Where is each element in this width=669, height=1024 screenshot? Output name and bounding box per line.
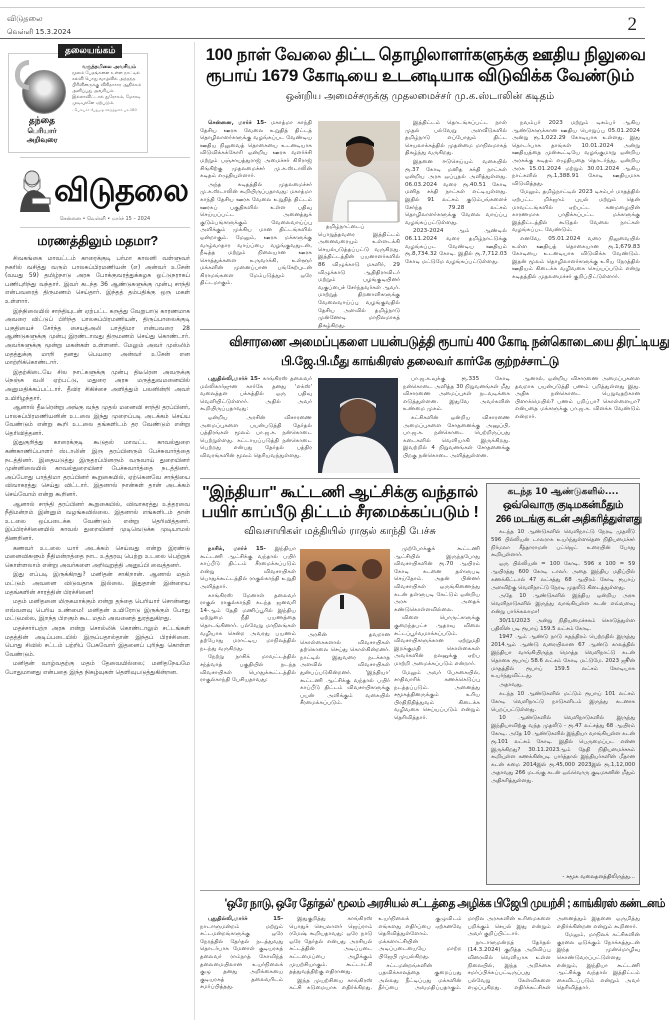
kharge-photo [318, 378, 398, 473]
paragraph: முற்போக்குக் கூட்டணி ஆட்சியில் இருந்தபோது விவசாயிகளின் ரூ.70 ஆயிரம் கோடி கடனை தள்ளுபடி செய்தோம். அதன் பின்னர் விவசாயிகள் ஒருங்கிணைந்து கடன் தள்ளுபடி கேட்டும் ஒன்றிய அரசு அதைக் கண்டுகொள்ளவில்லை. [394, 546, 480, 613]
article2-column [515, 376, 640, 473]
article4-headline: 'ஒரே நாடு, ஒரே தேர்தல்' மூலம் அரசியல் சட்டத்தை அழிக்க பிஜேபி முயற்சி ; காங்கிரஸ் கண்டனம் [224, 896, 665, 910]
paragraph: 10 ஆண்டுகளில் வெளிநாடுகளில் இருந்து இந்தியாவிற்கு வந்த முதலீடு - ரூ.47 லட்சத்து 68 ஆயிரம் கோடி. அதே 10 ஆண்டுகளில் இந்தியா வாங்கியுள்ள கடன் ரூ.101 லட்சம் கோடி. இதில் பெருமைப்பட என்ன இருக்கிறது? 30.11.2023ஆம் தேதி நிதியமைச்சகம் கூறியுள்ள கணக்கின்படி பார்த்தால் இந்தியர்களின் மீதான கடன் சுமை 2014இல் ரூ.45,000 2023இல் ரூ.1,12,000 அதாவது 266 மடங்கு கடன் ஒவ்வொரு குடிமகனின் மீதும் அதிகரித்துள்ளது. [491, 715, 635, 784]
article1-headline-line1: 100 நாள் வேலை திட்ட தொழிலாளர்களுக்கு ஊதிய நிலுவை [205, 45, 646, 64]
divider [200, 890, 640, 891]
paragraph: பா.ஜ.க.வுக்கு ரூ.335 கோடி நன்கொடை அளித்த 30 நிறுவனங்கள் மீது விசாரணை அமைப்புகள் நடவடிக்கை எடுத்துள்ளன. இதுவே அவர்களின் உண்மை முகம். [403, 376, 510, 413]
editorial-body [5, 255, 190, 1020]
divider [200, 329, 640, 330]
stalin-photo [318, 121, 400, 222]
article1-column [200, 120, 312, 325]
header-rule [0, 38, 645, 39]
editorial-section-label: தலையங்கம் [58, 44, 122, 58]
paragraph: இதுகுறித்து காரைக்குடி கூடுதல் மாவட்ட காவல்துறை கண்காணிப்பாளர் ஸ்டாலின் இரு தரப்பினரும் பேச்சுவார்த்தை நடத்தினர். இதையடுத்து இருதரப்பினரும் வருவாய் துறையினர் முன்னிலையில் காவல்துறையினர் பேச்சுவார்த்தை நடத்தினர். அப்போது பாத்திமா தரப்பினர் கூறுகையில், ஏற்கெனவே சாந்தியை விவாகரத்து செய்து விட்டார். இதனால் நான்கள் தான் அடக்கம் செய்வோம் என்று கூறினர். [5, 439, 190, 499]
paragraph: 30/11/2023 அன்று நிதியமைச்சகம் கொடுத்துள்ள பதிலின் படி ரூபாய் 159.5 லட்சம் கோடி. [491, 617, 635, 632]
paragraph: ஆனால், ஒன்றிய விசாரணை அமைப்புகளை தவறாக பயன்படுத்தி பணம் பறித்துள்ளது இது. அதிக நன்கொடை பெறுவதற்கான பிளாக்மெயில்? பணம் பறிப்பா? கொள்ளையா? என்பதை மக்களுக்கு பா.ஜ.க. விளக்க வேண்டும் என்றார். [515, 376, 640, 420]
periyar-caption-3: அறிவுரை [26, 136, 58, 144]
paragraph: தமிழ்நாட்டைப் பொறுத்தவரை இத்திட்டம் அனைவரையும் உள்ளடக்கி செயல்படுத்தப்பட்டு வருகிறது. இத்திட்டத்தின் பயனாளர்களில் 86 விழுக்காடு மகளிர், 29 விழுக்காடு ஆதிதிராவிடர் மற்றும் பழங்குடியினர் வகுப்பைச் சேர்ந்தவர்கள் ஆவர். மாற்றுத் திறனாளிகளுக்கு வேலைவாய்ப்பு வழங்குவதில் தேசிய அளவில் தமிழ்நாடு முன்னோடி மாநிலமாகத் திகழ்கிறது. [318, 224, 400, 329]
dateline: புதுதில்லி,மார்ச் 15- [208, 916, 284, 922]
paragraph-text: மகாத்மா காந்தி தேசிய ஊரக வேலை உறுதித் திட்டத் தொழிலாளர்களுக்கு வழங்கப்பட வேண்டிய ஊதிய நிலுவைத் தொகையை உடனடியாக விடுவிக்கக்கோரி ஒன்றிய ஊரக வளர்ச்சி மற்றும் பஞ்சாயத்துராஜ் அமைச்சர் கிரிராஜ் சிங்கிற்கு முதலமைச்சர் மு.க.ஸ்டாலின் கடிதம் எழுதியுள்ளார். [200, 120, 312, 180]
sidebar-source: - சமூக வலைதளத்திலிருந்து... [562, 874, 635, 880]
article3-headline-line2: பயிர் காப்பீடு திட்டம் சீரமைக்கப்படும் ! [201, 504, 479, 521]
quote-title: வருத்தமிலை அவசியம் [81, 64, 137, 70]
article1-column [512, 120, 640, 325]
paragraph: இந்த முயற்சியை காங்கிரஸ் கட்சி கடுமையாக எதிர்க்கிறது. உயர்நிலைக் குழுவிடம் எங்களது எதிர்ப்பை ஏற்கனவே தெரிவித்துள்ளோம். மக்களாட்சியின் அடிப்படையையே மாற்ற பிஜேபி முயல்கிறது. [289, 916, 462, 992]
paragraph-text: நாடாளுமன்றம் மற்றும் சட்டமன்றங்களுக்கு ஒரே நேரத்தில் தேர்தல் நடத்துவது தொடர்பாக மேனாள் குடியரசுத் தலைவர் ராம்நாத் கோவிந்த் தலைமையிலான உயர்நிலைக் குழு தனது அறிக்கையை குடியரசுத் தலைவரிடம் சமர்ப்பித்தது. [200, 923, 284, 991]
top-rule [0, 7, 645, 8]
paragraph: மேலும், மாநிலக் கட்சிகளின் குரலை ஒடுக்கும் நோக்கத்துடன் இந்த முன்மொழிவு கொண்டுவரப்பட்டுள்ளது என்றும், இந்தியா கூட்டணி ஆட்சிக்கு வந்தால் இத்திட்டம் கைவிடப்படும் என்றும் அவர் தெரிவித்தார். [556, 932, 640, 992]
sidebar-body [491, 529, 635, 869]
paragraph: இந்நிலையில் சாந்தியுடன் ஏற்பட்ட கருத்து வேறுபாடு காரணமாக அவரை விட்டுப் பிரிந்த பாலசுப்பிரமணியன், திருப்பாலைக்குடி பகுதியைச் சேர்ந்த சையத்அலி பாத்திமா என்பவரை 28 ஆண்டுகளுக்கு முன்பு இரண்டாவது திருமணம் செய்து கொண்டார். அவர்களுக்கு மூன்று மகன்கள் உள்ளனர். மேலும் அவர் முஸ்லிம் மதத்துக்கு மாறி தனது பெயரை அன்வர் உசேன் என மாற்றிக்கொண்டார். [5, 307, 190, 367]
paragraph: இது எப்படி இருக்கிறது? மனிதன் சாகிறான். ஆனால் மதம் மட்டும் அவனை விடுவதாக இல்லை. இதுதான் இன்றைய மதங்களின் சாரத்தின் பிரச்சினை! [5, 571, 190, 596]
paragraph: கட்சிகளின் ஒன்றிய விசாரணை அமைப்புகளை சோதனைக்கு அனுப்பி, பா.ஜ.க. நன்கொடை பெற்றிருப்பது கடைகளில் வெளியாகி இருக்கிறது. இவற்றில் 4 நிறுவனங்கள் சோதனைக்கு பிறகு நன்கொடை அளித்துள்ளன. [403, 414, 510, 459]
paragraph: அந்த கடிதத்தில் முதலமைச்சர் மு.க.ஸ்டாலின் கூறியிருப்பதாவது: மகாத்மா காந்தி தேசிய ஊரக வேலை உறுதித் திட்டம் ஊரகப் பகுதிகளில் உள்ள பதிவு செய்யப்பட்ட அனைத்துக் குடும்பங்களுக்கும் வேலைவாய்ப்பு அளிக்கும் முக்கிய மான திட்டங்களில் ஒன்றாகும். மேலும், ஊரக மக்களுக்கு வாழ்வாதார வாய்ப்பை வழங்குவதுடன், நீடித்த மற்றும் நிலையான ஊரக சொத்துக்களை உருவாக்கி, உள்ளூர் மக்களின் முனைப்பான பங்கேற்புடன் கிராமங்களை மேம்படுத்தும் ஒரே திட்டமாகும். [200, 181, 312, 287]
paragraph: 2023-2024 ஆம் ஆண்டில் 06.11.2024 வரை தமிழ்நாட்டுக்கு வழங்கப்பட வேண்டிய ஊதியம் ரூ.8,734.32 கோடி. இதில் ரூ.7,712.03 கோடி மட்டுமே வழங்கப்பட்டுள்ளது. [405, 228, 507, 265]
paragraph-text: இந்தியா கூட்டணி ஆட்சிக்கு வந்தால் பயிர் காப்பீடு திட்டம் சீரமைக்கப்படும் என்று விவசாயிகள் பொதுக்கூட்டத்தில் ராகுல்காந்தி உறுதி அளித்தார். [200, 546, 297, 590]
paragraph: விளை பொருட்களுக்கு குறைந்தபட்ச ஆதரவு விலை சட்டப்பூர்வமாக்கப்படும். விவசாயிகளுக்கான ஏற்றுமதி இறக்குமதி கொள்கைகள் அவர்களின் நலனுக்கு ஏற்ப மாற்றி அமைக்கப்படும் என்றார். [394, 615, 480, 667]
paragraph: அதாவது, [499, 682, 523, 689]
paragraph: அரசின் தவறான கொள்கைகளால் விவசாயிகள் தற்கொலை செய்து கொள்கின்றனர். நாட்டில் இதுவரை நடக்காத அளவில் விவசாயிகள் துன்பப்படுகின்றனர். 'இந்தியா' கூட்டணி ஆட்சிக்கு வந்தால் பயிர் காப்பீடு திட்டம் விவசாயிகளுக்கு பயன் அளிக்கும் வகையில் சீரமைக்கப்படும். [300, 632, 390, 707]
periyar-caption-1: தந்தை [28, 116, 55, 126]
article3-column [200, 546, 296, 886]
periyar-logo-figure [18, 168, 52, 212]
paragraph: கடந்த 10 ஆண்டுகளில் வெளிநாட்டு நேரடி முதலீடு 596 பில்லியன் டாலராக உயர்ந்துள்ளதென நிதியமைச்சர் நிர்மலா சீத்தாராமன் பட்ஜெட் உரையின் போது கூறியுள்ளார். [491, 529, 635, 559]
quote-source: - பெரியார் பேதுமத விருந்தனர் பக்.180 [72, 108, 137, 112]
paragraph: ஆனால் சாந்தி தரப்பினர் கூறுகையில், விவாகரத்து உத்தரவை நீதிமன்றம் இன்னும் வழங்கவில்லை. இதனால் எங்களிடம் தான் உடலை ஒப்படைக்க வேண்டும் என்று தெரிவித்தனர். இப்பிரச்சினையில் காவல் துறையினர் முடிவெடுக்க முடியாமல் திணறினர். [5, 500, 190, 542]
paragraph: நவம்பர் 2023 மற்றும் டிசம்பர் ஆகிய ஆண்டுகளுக்கான ஊதிய பொறுப்பு 05.01.2024 அன்று ரூ.1,022.29 கோடியாக உள்ளது. இது தொடர்பாக தாங்கள் 10.01.2024 அன்று ஊதியத்தை முன்கூட்டியே வழங்குமாறு ஒன்றிய அரசுக்கு கடிதம் எழுதியதை தொடர்ந்து, ஒன்றிய அரசு 15.01.2024 மற்றும் 30.01.2024 ஆகிய நாட்களில் ரூ.1,388.91 கோடி ஊதியமாக விடுவித்தது. [512, 120, 640, 187]
paragraph: நேற்று நாசிக் மாவட்டத்தில் சந்த்வாத் பகுதியில் நடந்த விவசாயிகள் பொதுக்கூட்டத்தில் ராகுல்காந்தி பேசியதாவது: [200, 654, 296, 684]
paragraph-text: காங்கிரஸ் தலைவர் மல்லிகார்ஜுன கார்கே தனது 'எக்ஸ்' வலைத்தள பக்கத்தில் ஒரு பதிவு வெளியிட்டுள்ளார். அதில் அவர் கூறியிருப்பதாவது: [200, 376, 313, 413]
paragraph: நாடாளுமன்றத் தேர்தல் (14.3.2024) குறித்த அறிவிப்பு விரைவில் வெளியாக உள்ள நிலையில், இந்த அறிக்கை சமர்ப்பிக்கப்பட்டிருப்பது பல்வேறு கேள்விகளை எழுப்புகிறது. எதிர்க்கட்சிகள் அனைத்தும் இதனை ஒருமித்து எதிர்க்கின்றன என்றும் கூறினார். [467, 916, 640, 992]
sidebar-kicker: கடந்த 10 ஆண்டுகளில்.... [507, 487, 619, 497]
logo-dateline: சென்னை • வெள்ளி • மார்ச் 15 – 2024 [59, 216, 151, 222]
viduthalai-logo: விடுதலை [54, 172, 188, 208]
paragraph: மதச்சார்பற்ற அரசு என்று சொல்லிக் கொண்டாலும் சட்டங்கள் மதத்தின் அடிப்படையில் இருப்பதால்தான் இந்தப் பிரச்சினை. பொது சிவில் சட்டம் பற்றிப் பேசுவோர் இதனைப் புரிந்து கொள்ள வேண்டும். [5, 624, 190, 658]
quote-text: மூலம் பேதங்களை உள்ள நாட்டில் கல்வி பொது வாழ்வில் அந்தந்த பிரிவினருக்கு விகிதாசார ஆதிக்கம் அளிப்பது அவசியம். இல்லாவிட்டால் துரோகம், மோசடி முடிவுகளே ஏற்படும். [72, 71, 142, 106]
paragraph [200, 916, 283, 992]
article3-subheadline: விவசாயிகள் மத்தியில் ராகுல் காந்தி பேச்சு [244, 526, 436, 537]
rahul-gandhi-photo [300, 549, 390, 629]
paragraph: இதுகுறித்து காங்கிரஸ் பொதுச் செயலாளர் ஜெய்ராம் ரமேஷ் கூறியதாவது: ஒரே நாடு ஒரே தேர்தல் என்பது அரசியல் சட்டத்தின் அடிப்படை கட்டமைப்பை அழிக்கும் முயற்சியாகும். கூட்டாட்சி தத்துவத்திற்கு எதிரானது. [289, 916, 373, 976]
paragraph: ஒரு பில்லியன் = 100 கோடி. 596 x 100 = 59 ஆயிரத்து 600 கோடி டாலர். அதை இந்திய மதிப்பில் கணக்கிட்டால் 47 லட்சத்து 68 ஆயிரம் கோடி ரூபாய் அளவிற்கு வெளிநாட்டு நேரடி முதலீடு கிடைத்துள்ளது. [491, 561, 635, 591]
paragraph: ஆனால் தீடீரென்று அங்கு வந்த முதல் மனைவி சாந்தி தரப்பினர், பாலசுப்பிரமணியனின் உடலை இந்து முறைப்படி அடக்கம் செய்ய வேண்டும் என்று கூறி உடலை தங்களிடம் தர வேண்டும் என்று தெரிவித்தனர். [5, 404, 190, 437]
page-number: 2 [627, 14, 637, 35]
column-divider [194, 42, 195, 1020]
dateline: புதுதில்லி,மார்ச் 15- [208, 376, 261, 382]
article2-headline: விசாரணை அமைப்புகளை பயன்படுத்தி ரூபாய் 400 கோடி நன்கொடையை திரட்டியது [229, 334, 669, 349]
periyar-caption-2: பெரியார் [27, 127, 57, 135]
paragraph: இத்திட்டம் தொடங்கப்பட்ட நாள் முதல் பல்வேறு அளவீடுகளில் தமிழ்நாடு எப்போதும் திட்ட செயலாக்கத்தில் முதன்மை மாநிலமாகத் திகழ்ந்து வருகிறது. [405, 120, 507, 157]
article1-headline-line2: ரூபாய் 1679 கோடியை உடனடியாக விடுவிக்க வேண்டும் [205, 66, 635, 85]
sidebar-headline-line1: ஒவ்வொரு குடிமகன்மீதும் [502, 499, 624, 511]
paragraph: 1947 ஆம் ஆண்டு நாடு சுதந்திரம் பெற்றதில் இருந்து 2014ஆம் ஆண்டு வரையிலான 67 ஆண்டு காலத்தில் இந்தியா வாங்கியிருந்த மொத்த வெளிநாட்டு கடன் தொகை ரூபாய் 58.6 லட்சம் கோடி மட்டுமே. 2023 ஜூன் மாதத்தில் ரூபாய் 159.5 லட்சம் கோடியாக உயர்ந்துவிட்டது. [491, 634, 635, 680]
article4-body [200, 916, 640, 1022]
divider [200, 478, 640, 479]
article2-column [403, 376, 510, 473]
sidebar-headline-line2: 266 மடங்கு கடன் அதிகரித்துள்ளது [495, 512, 642, 525]
paragraph: இதற்கிடையே சில நாட்களுக்கு முன்பு திடீரென அவருக்கு நெஞ்சு வலி ஏற்பட்டு, மதுரை அரசு மருத்துவமனையில் அனுமதிக்கப்பட்டார். தீவிர சிகிச்சை அளித்தும் பலனின்றி அவர் உயிரிழந்தார். [5, 368, 190, 402]
article3-column [300, 632, 390, 886]
article1-column [318, 224, 400, 329]
article3-column [394, 546, 480, 886]
quote-content [72, 64, 146, 113]
masthead-paper-name: விடுதலை [7, 14, 43, 23]
paragraph: அதே 10 ஆண்டுகளில் இந்திய ஒன்றிய அரசு வெளிநாடுகளில் இருந்து வாங்கியுள்ள கடன் எவ்வளவு என்று பார்க்கலாமா! [491, 593, 635, 615]
divider [20, 157, 190, 158]
article2-subheadline: பி.ஜே.பி.மீது காங்கிரஸ் தலைவர் கார்கே குற்றச்சாட்டு [281, 354, 559, 368]
masthead-date: வெள்ளி 15.3.2024 [7, 28, 72, 36]
paragraph: ஒன்றிய அரசின் விசாரணை அமைப்புகளை பயன்படுத்தி தேர்தல் பத்திரங்கள் மூலம் பா.ஜ.க. நன்கொடை பெற்றுள்ளது. கட்டாயப்படுத்தி நன்கொடை பெற்றது என்பது தேர்தல் பத்திர விவரங்களின் மூலம் தெரியவந்துள்ளது. [200, 414, 312, 459]
paragraph: மனிதன் வாழ்வதற்கு மதம் தேவையில்லை; மனிதநேயமே போதுமானது என்பதை இந்த நிகழ்வுகள் தெளிவுபடுத்துகின்றன. [5, 660, 190, 676]
paragraph [200, 120, 312, 181]
paragraph: காங்கிரஸ் மேனாள் தலைவர் ராகுல் ராகுல்காந்தி கடந்த ஜனவரி 14-ஆம் தேதி மணிப்பூரில் இந்திய ஒற்றுமை நீதி பயணத்தை தொடங்கினார். பல்வேறு மாநிலங்கள் வழியாக சென்ற அவரது பயணம் தற்போது மராட்டிய மாநிலத்தில் நடந்து வருகிறது. [200, 592, 296, 652]
paragraph: கடந்த 10 ஆண்டுகளில் மட்டும் ரூபாய் 101 லட்சம் கோடி வெளிநாட்டு நாடுகளிடம் இருந்து கடனாக பெறப்பட்டுள்ளது. [491, 690, 635, 713]
paragraph [200, 376, 312, 414]
dateline: சென்னை, மார்ச் 15- [208, 120, 267, 126]
article1-subheadline: ஒன்றிய அமைச்சருக்கு முதலமைச்சர் மு.க.ஸ்டாலின் கடிதம் [285, 91, 555, 102]
article1-column [405, 120, 507, 325]
paragraph [200, 546, 296, 592]
paragraph: எனவே, 05.01.2024 வரை நிலுவையில் உள்ள ஊதியத் தொகையான ரூ.1,679.83 கோடியை உடனடியாக விடுவிக்க வேண்டும். இதன் மூலம் தொழிலாளர்களுக்கு உரிய நேரத்தில் ஊதியம் கிடைக்க வழிவகை செய்யப்படும் என்று கடிதத்தில் முதலமைச்சர் குறிப்பிட்டுள்ளார். [512, 235, 640, 280]
dateline: நாசிக், மார்ச் 15- [208, 546, 266, 552]
divider [20, 227, 190, 228]
paragraph: மதம் மனிதனை மிருகமாக்கும் என்று தந்தை பெரியார் சொன்னது எவ்வளவு பெரிய உண்மை! மனிதன் உயிரோடு இருக்கும் போது மட்டுமல்ல, இறந்த பிறகும் கூட மதம் அவனைத் துரத்துகிறது. [5, 598, 190, 623]
editorial-headline: மரணத்திலும் மதமா? [37, 233, 158, 248]
article2-column [200, 376, 312, 473]
paragraph: கணவர் உடலை யார் அடக்கம் செய்வது என்று இரண்டு மனைவிகளும் நீதிமன்றத்தை நாட உத்தரவு பெற்று உடலை பெற்றுக் கொள்ளலாம் என்று அவர்களை அறிவுறுத்தி அனுப்பி வைத்தனர். [5, 544, 190, 569]
paragraph: மேலும், தமிழ்நாட்டில் 2023 டிசம்பர் மாதத்தில் ஏற்பட்ட மிக்ஜாம் புயல் மற்றும் தென் மாவட்டங்களில் ஏற்பட்ட கனமழையின் காரணமாக பாதிக்கப்பட்ட மக்களுக்கு இத்திட்டத்தில் கூடுதல் வேலை நாட்கள் வழங்கப்பட வேண்டும். [512, 189, 640, 234]
paragraph: சட்டமன்றங்களின் பதவிக்காலத்தை குறைப்பது அல்லது நீட்டிப்பது மக்களின் தீர்ப்பை அவமதிப்பதாகும். மாநில அரசுகளின் உரிமைகளை பறிக்கும் செயல் இது என்றும் அவர் குறிப்பிட்டார். [378, 916, 551, 992]
article3-headline-line1: "இந்தியா" கூட்டணி ஆட்சிக்கு வந்தால் [202, 484, 478, 501]
paragraph: இதனை ஈடுசெய்யும் வகையில் ரூ.37 கோடி மனித சக்தி நாட்கள் ஒன்றிய அரசு ஒப்புதல் அளித்துள்ளது. 06.03.2024 வரை ரூ.40.51 கோடி மனித சக்தி நாட்கள் எட்டியுள்ளது. இதில் 91 லட்சம் குடும்பங்களைச் சேர்ந்த 79.28 லட்சம் தொழிலாளர்களுக்கு வேலை வாய்ப்பு வழங்கப்பட்டுள்ளது. [405, 158, 507, 226]
paragraph: மேலும் அவர் பேசுகையில், சாதிவாரிக் கணக்கெடுப்பு நடத்தப்படும். அனைத்து சமூகத்தினருக்கும் உரிய பிரதிநிதித்துவம் கிடைக்க வழிவகை செய்யப்படும் என்றும் தெரிவித்தார். [394, 669, 480, 722]
paragraph: சிவகங்கை மாவட்டம் காரைக்குடி பர்மா காலனி வள்ளுவர் நகரில் வசித்து வரும் பாலசுப்பிரமணியன் (எ) அன்வர் உசேன் (வயது 59) தமிழ்நாடு அரசு போக்குவரத்துக்கழக ஓட்டுநராகப் பணிபுரிந்து வந்தார். இவர் கடந்த 36 ஆண்டுகளுக்கு முன்பு சாந்தி என்பவரைத் திருமணம் செய்தார். இந்தத் தம்பதிக்கு ஒரு மகள் உள்ளார். [5, 255, 190, 305]
